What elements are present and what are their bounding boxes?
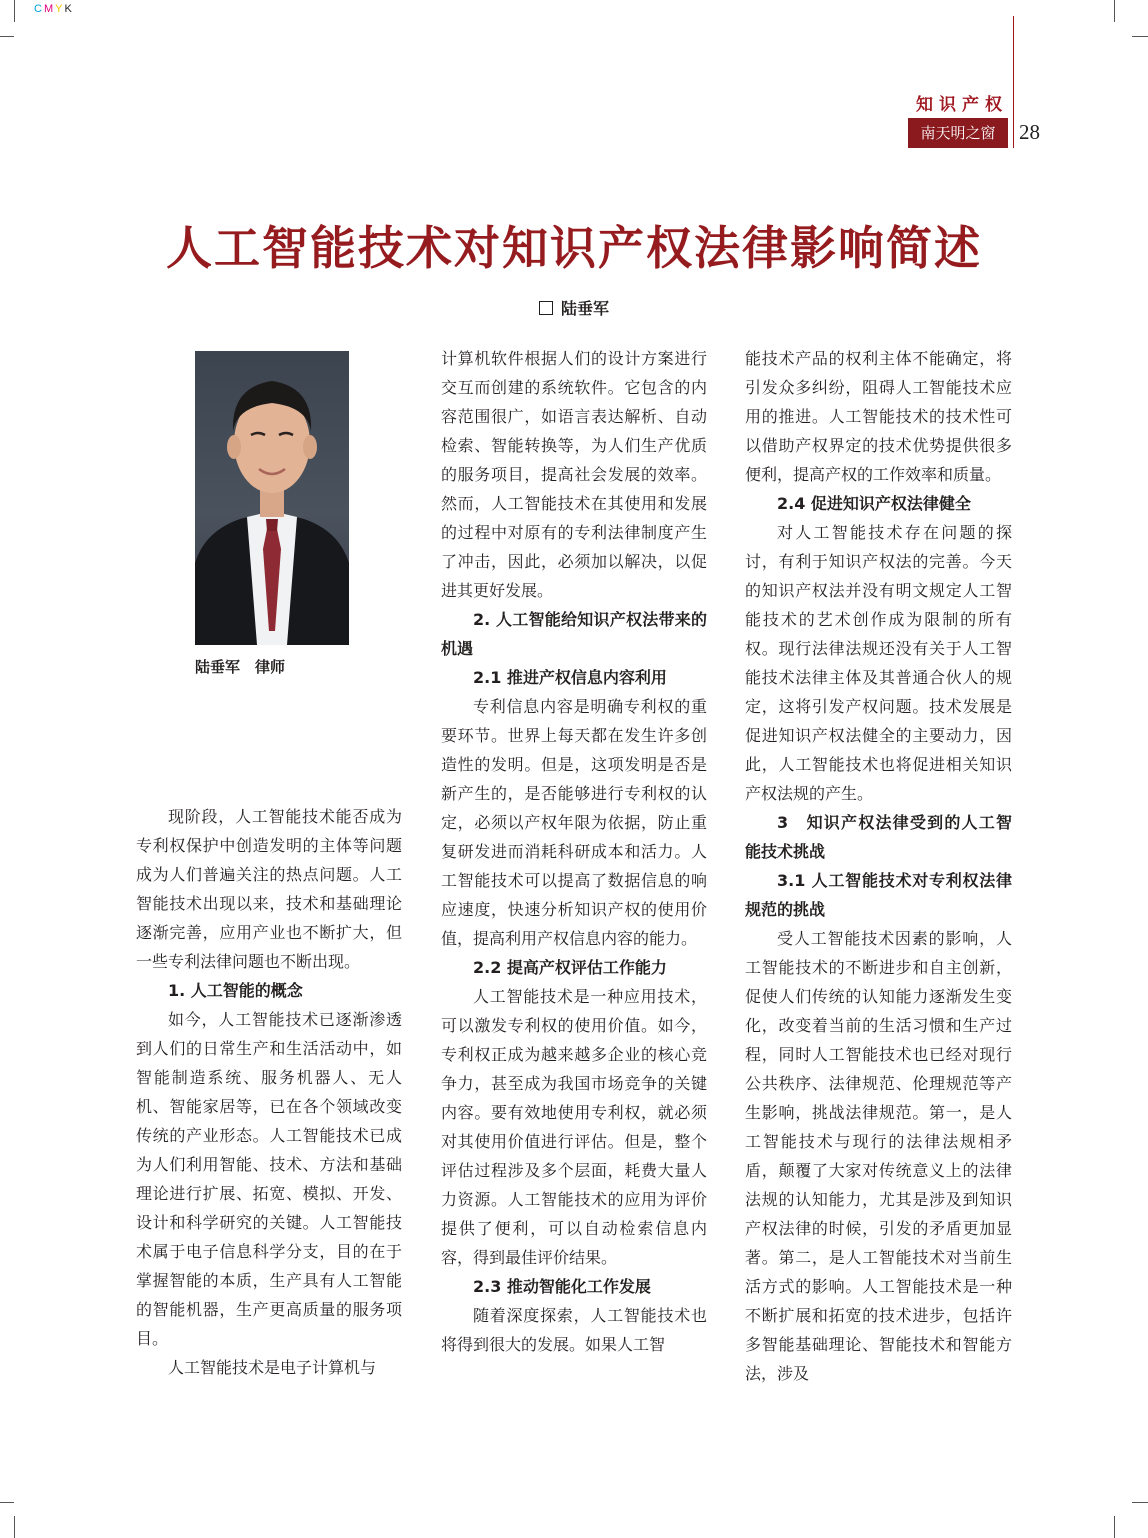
crop-mark	[0, 1502, 14, 1503]
portrait-illustration	[195, 351, 349, 645]
cmyk-m: M	[43, 3, 56, 15]
column-badge: 南天明之窗	[908, 118, 1008, 148]
text-column-3	[745, 344, 1012, 1388]
header-divider	[1013, 16, 1014, 148]
crop-mark	[14, 0, 15, 22]
text-column-1	[136, 802, 402, 1382]
cmyk-registration-label	[34, 3, 74, 15]
subsection-heading: 2.2 提高产权评估工作能力	[473, 958, 667, 977]
paragraph: 如今，人工智能技术已逐渐渗透到人们的日常生产和生活活动中，如智能制造系统、服务机器人、无人机、智能家居等，已在各个领域改变传统的产业形态。人工智能技术已成为人们利用智能、技术、方法和基础理论进行扩展、拓宽、模拟、开发、设计和科学研究的关键。人工智能技术属于电子信息科学分支，目的在于掌握智能的本质，生产具有人工智能的智能机器，生产更高质量的服务项目。	[136, 1010, 402, 1348]
square-icon	[539, 301, 553, 315]
paragraph: 现阶段，人工智能技术能否成为专利权保护中创造发明的主体等问题成为人们普遍关注的热点问题。人工智能技术出现以来，技术和基础理论逐渐完善，应用产业也不断扩大，但一些专利法律问题也不断出现。	[136, 807, 402, 971]
paragraph: 随着深度探索，人工智能技术也将得到很大的发展。如果人工智	[441, 1306, 707, 1354]
author-photo	[195, 351, 349, 645]
photo-caption: 陆垂军 律师	[195, 658, 286, 676]
crop-mark	[1114, 0, 1115, 22]
cmyk-k: K	[64, 3, 74, 15]
section-heading: 1. 人工智能的概念	[168, 981, 303, 1000]
crop-mark	[1132, 1502, 1148, 1503]
paragraph: 受人工智能技术因素的影响，人工智能技术的不断进步和自主创新，促使人们传统的认知能力逐渐发生变化，改变着当前的生活习惯和生产过程，同时人工智能技术也已经对现行公共秩序、法律规范、伦理规范等产生影响，挑战法律规范。第一，是人工智能技术与现行的法律法规相矛盾，颠覆了大家对传统意义上的法律法规的认知能力，尤其是涉及到知识产权法律的时候，引发的矛盾更加显著。第二，是人工智能技术对当前生活方式的影响。人工智能技术是一种不断扩展和拓宽的技术进步，包括许多智能基础理论、智能技术和智能方法，涉及	[745, 929, 1012, 1383]
paragraph: 专利信息内容是明确专利权的重要环节。世界上每天都在发生许多创造性的发明。但是，这项发明是否是新产生的，是否能够进行专利权的认定，必须以产权年限为依据，防止重复研发进而消耗科研成本和活力。人工智能技术可以提高了数据信息的响应速度，快速分析知识产权的使用价值，提高利用产权信息内容的能力。	[441, 697, 707, 948]
cmyk-y: Y	[55, 3, 65, 15]
article-title: 人工智能技术对知识产权法律影响简述	[166, 221, 982, 275]
subsection-heading: 2.4 促进知识产权法律健全	[777, 494, 971, 513]
byline	[0, 296, 1148, 319]
paragraph: 计算机软件根据人们的设计方案进行交互而创建的系统软件。它包含的内容范围很广，如语言表达解析、自动检索、智能转换等，为人们生产优质的服务项目，提高社会发展的效率。然而，人工智能技术在其使用和发展的过程中对原有的专利法律制度产生了冲击，因此，必须加以解决，以促进其更好发展。	[441, 349, 707, 600]
crop-mark	[0, 36, 14, 37]
paragraph: 对人工智能技术存在问题的探讨，有利于知识产权法的完善。今天的知识产权法并没有明文规定人工智能技术的艺术创作成为限制的所有权。现行法律法规还没有关于人工智能技术法律主体及其普通合伙人的规定，这将引发产权问题。技术发展是促进知识产权法健全的主要动力，因此，人工智能技术也将促进相关知识产权法规的产生。	[745, 523, 1012, 803]
subsection-heading: 2.1 推进产权信息内容利用	[473, 668, 667, 687]
author-name: 陆垂军	[560, 299, 609, 318]
section-heading: 3 知识产权法律受到的人工智能技术挑战	[745, 813, 1012, 861]
crop-mark	[1114, 1516, 1115, 1538]
section-heading: 2. 人工智能给知识产权法带来的机遇	[441, 610, 707, 658]
page-number: 28	[1019, 120, 1040, 144]
section-label: 知识产权	[916, 95, 1008, 115]
paragraph: 能技术产品的权利主体不能确定，将引发众多纠纷，阻碍人工智能技术应用的推进。人工智能技术的技术性可以借助产权界定的技术优势提供很多便利，提高产权的工作效率和质量。	[745, 349, 1012, 484]
crop-mark	[14, 1516, 15, 1538]
crop-mark	[1132, 36, 1148, 37]
paragraph: 人工智能技术是电子计算机与	[168, 1358, 377, 1377]
subsection-heading: 3.1 人工智能技术对专利权法律规范的挑战	[745, 871, 1012, 919]
cmyk-c: C	[34, 3, 44, 15]
subsection-heading: 2.3 推动智能化工作发展	[473, 1277, 651, 1296]
text-column-2	[441, 344, 707, 1359]
paragraph: 人工智能技术是一种应用技术，可以激发专利权的使用价值。如今，专利权正成为越来越多企业的核心竞争力，甚至成为我国市场竞争的关键内容。要有效地使用专利权，就必须对其使用价值进行评估。但是，整个评估过程涉及多个层面，耗费大量人力资源。人工智能技术的应用为评价提供了便利，可以自动检索信息内容，得到最佳评价结果。	[441, 987, 707, 1267]
